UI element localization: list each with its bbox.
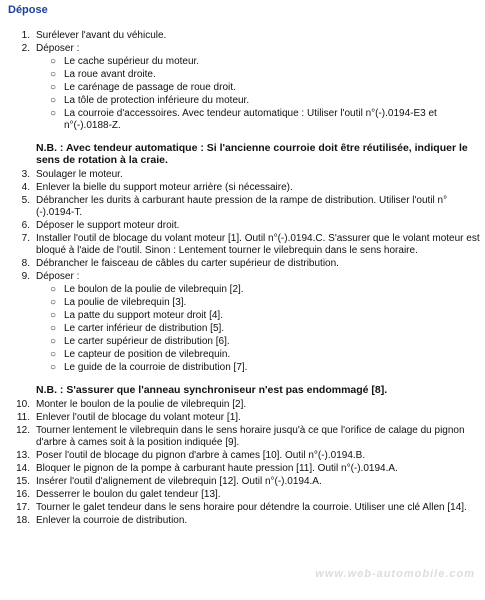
circle-bullet-icon: ○ bbox=[50, 310, 57, 321]
step-item bbox=[10, 502, 480, 514]
step-text: Insérer l'outil d'alignement de vilebrequin [12]. Outil n°(-).0194.A. bbox=[36, 476, 322, 487]
sub-item bbox=[50, 56, 480, 68]
circle-bullet-icon: ○ bbox=[50, 95, 57, 106]
sub-list-step-2 bbox=[50, 56, 480, 132]
step-item bbox=[10, 476, 480, 488]
step-text: Débrancher les durits à carburant haute pression de la rampe de distribution. Utiliser l'outil n°(-).0194-T. bbox=[36, 195, 448, 218]
step-item bbox=[10, 271, 480, 283]
step-item bbox=[10, 463, 480, 475]
step-number: 1. bbox=[21, 30, 30, 41]
sub-item bbox=[50, 108, 480, 132]
circle-bullet-icon: ○ bbox=[50, 108, 57, 119]
step-item bbox=[10, 233, 480, 257]
step-text: Desserrer le boulon du galet tendeur [13]. bbox=[36, 489, 221, 500]
sub-list-step-9 bbox=[50, 284, 480, 374]
step-number: 13. bbox=[16, 450, 30, 461]
sub-item-text: Le carter supérieur de distribution [6]. bbox=[64, 336, 230, 347]
note-synchro-ring: N.B. : S'assurer que l'anneau synchroniseur n'est pas endommagé [8]. bbox=[36, 384, 388, 396]
circle-bullet-icon: ○ bbox=[50, 349, 57, 360]
sub-item bbox=[50, 336, 480, 348]
sub-item-text: La poulie de vilebrequin [3]. bbox=[64, 297, 187, 308]
sub-item bbox=[50, 323, 480, 335]
step-item bbox=[10, 258, 480, 270]
step-text: Enlever la bielle du support moteur arrière (si nécessaire). bbox=[36, 182, 293, 193]
sub-item-text: Le cache supérieur du moteur. bbox=[64, 56, 200, 67]
step-number: 3. bbox=[21, 169, 30, 180]
sub-item-text: La roue avant droite. bbox=[64, 69, 156, 80]
sub-item bbox=[50, 82, 480, 94]
sub-item bbox=[50, 69, 480, 81]
step-item bbox=[10, 515, 480, 527]
step-item bbox=[10, 182, 480, 194]
instructions bbox=[10, 30, 480, 528]
step-item bbox=[10, 220, 480, 232]
sub-item-text: La courroie d'accessoires. Avec tendeur automatique : Utiliser l'outil n°(-).0194-E3 et n°(-).0188-Z. bbox=[64, 108, 437, 131]
step-text: Installer l'outil de blocage du volant moteur [1]. Outil n°(-).0194.C. S'assurer que le volant moteur est bloqué à l'aide de l'outil. Sinon : Lentement tourner le vilebrequin dans le sens horaire. bbox=[36, 233, 480, 256]
step-number: 12. bbox=[16, 425, 30, 436]
steps-list-c bbox=[10, 399, 480, 527]
step-text: Enlever l'outil de blocage du volant moteur [1]. bbox=[36, 412, 241, 423]
sub-item-text: Le carter inférieur de distribution [5]. bbox=[64, 323, 225, 334]
circle-bullet-icon: ○ bbox=[50, 336, 57, 347]
sub-item bbox=[50, 297, 480, 309]
step-number: 7. bbox=[21, 233, 30, 244]
circle-bullet-icon: ○ bbox=[50, 82, 57, 93]
step-item bbox=[10, 412, 480, 424]
circle-bullet-icon: ○ bbox=[50, 284, 57, 295]
step-text: Soulager le moteur. bbox=[36, 169, 123, 180]
step-number: 15. bbox=[16, 476, 30, 487]
step-item bbox=[10, 450, 480, 462]
step-number: 2. bbox=[21, 43, 30, 54]
step-number: 4. bbox=[21, 182, 30, 193]
note-tensioner: N.B. : Avec tendeur automatique : Si l'ancienne courroie doit être réutilisée, indiquer le sens de rotation à la craie. bbox=[36, 142, 468, 166]
step-text: Déposer : bbox=[36, 43, 80, 54]
sub-item-text: Le carénage de passage de roue droit. bbox=[64, 82, 236, 93]
step-item bbox=[10, 43, 480, 55]
sub-item-text: Le guide de la courroie de distribution [7]. bbox=[64, 362, 248, 373]
circle-bullet-icon: ○ bbox=[50, 69, 57, 80]
step-item bbox=[10, 489, 480, 501]
sub-item-text: La tôle de protection inférieure du moteur. bbox=[64, 95, 250, 106]
step-text: Poser l'outil de blocage du pignon d'arbre à cames [10]. Outil n°(-).0194.B. bbox=[36, 450, 366, 461]
step-text: Déposer le support moteur droit. bbox=[36, 220, 180, 231]
watermark: www.web-automobile.com bbox=[315, 568, 475, 580]
step-item bbox=[10, 425, 480, 449]
step-number: 14. bbox=[16, 463, 30, 474]
step-text: Surélever l'avant du véhicule. bbox=[36, 30, 167, 41]
sub-item bbox=[50, 310, 480, 322]
circle-bullet-icon: ○ bbox=[50, 323, 57, 334]
step-number: 16. bbox=[16, 489, 30, 500]
sub-item-text: Le boulon de la poulie de vilebrequin [2]. bbox=[64, 284, 244, 295]
step-number: 10. bbox=[16, 399, 30, 410]
step-number: 6. bbox=[21, 220, 30, 231]
step-item bbox=[10, 195, 480, 219]
step-number: 11. bbox=[16, 412, 30, 423]
step-item bbox=[10, 399, 480, 411]
steps-list-a bbox=[10, 30, 480, 55]
steps-list-b bbox=[10, 169, 480, 283]
step-item bbox=[10, 169, 480, 181]
circle-bullet-icon: ○ bbox=[50, 56, 57, 67]
step-number: 18. bbox=[16, 515, 30, 526]
step-item bbox=[10, 30, 480, 42]
step-number: 5. bbox=[21, 195, 30, 206]
step-text: Déposer : bbox=[36, 271, 80, 282]
circle-bullet-icon: ○ bbox=[50, 362, 57, 373]
circle-bullet-icon: ○ bbox=[50, 297, 57, 308]
sub-item-text: Le capteur de position de vilebrequin. bbox=[64, 349, 231, 360]
step-text: Monter le boulon de la poulie de vilebrequin [2]. bbox=[36, 399, 247, 410]
step-text: Tourner lentement le vilebrequin dans le sens horaire jusqu'à ce que l'orifice de calage du pignon d'arbre à cames soit à la position indiquée [9]. bbox=[36, 425, 465, 448]
sub-item-text: La patte du support moteur droit [4]. bbox=[64, 310, 223, 321]
step-text: Tourner le galet tendeur dans le sens horaire pour détendre la courroie. Utiliser une clé Allen [14]. bbox=[36, 502, 467, 513]
page-title: Dépose bbox=[8, 4, 48, 16]
sub-item bbox=[50, 349, 480, 361]
step-number: 9. bbox=[21, 271, 30, 282]
sub-item bbox=[50, 95, 480, 107]
step-text: Débrancher le faisceau de câbles du carter supérieur de distribution. bbox=[36, 258, 339, 269]
sub-item bbox=[50, 284, 480, 296]
sub-item bbox=[50, 362, 480, 374]
step-text: Bloquer le pignon de la pompe à carburant haute pression [11]. Outil n°(-).0194.A. bbox=[36, 463, 398, 474]
step-number: 8. bbox=[21, 258, 30, 269]
step-number: 17. bbox=[16, 502, 30, 513]
step-text: Enlever la courroie de distribution. bbox=[36, 515, 188, 526]
